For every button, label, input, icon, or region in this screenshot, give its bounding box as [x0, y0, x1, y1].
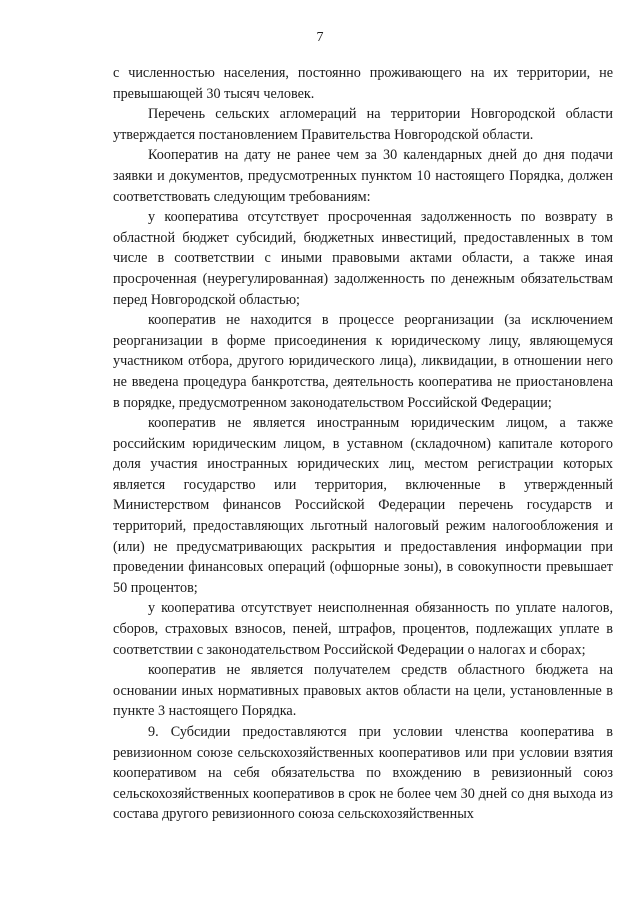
paragraph: с численностью населения, постоянно проживающего на их территории, не превышающей 30 тысяч человек.: [113, 65, 613, 102]
body-text: [113, 63, 613, 825]
paragraph: кооператив не является иностранным юридическим лицом, а также российским юридическим лицом, в уставном (складочном) капитале которого доля участия иностранных юридических лиц, местом регистрации которых является государство или территория, включенные в утвержденный Министерством финансов Российской Федерации перечень государств и территорий, предоставляющих льготный налоговый режим налогообложения и (или) не предусматривающих раскрытия и предоставления информации при проведении финансовых операций (офшорные зоны), в совокупности превышает 50 процентов;: [113, 415, 613, 596]
paragraph: у кооператива отсутствует неисполненная обязанность по уплате налогов, сборов, страховых взносов, пеней, штрафов, процентов, подлежащих уплате в соответствии с законодательством Российской Федерации о налогах и сборах;: [113, 600, 613, 658]
paragraph: кооператив не является получателем средств областного бюджета на основании иных нормативных правовых актов области на цели, установленные в пункте 3 настоящего Порядка.: [113, 662, 613, 720]
paragraph: кооператив не находится в процессе реорганизации (за исключением реорганизации в форме присоединения к юридическому лицу, являющемуся участником отбора, другого юридического лица), ликвидации, в отношении него не введена процедура банкротства, деятельность кооператива не приостановлена в порядке, предусмотренном законодательством Российской Федерации;: [113, 312, 613, 411]
paragraph: 9. Субсидии предоставляются при условии членства кооператива в ревизионном союзе сельскохозяйственных кооперативов или при условии взятия кооперативом на себя обязательства по вхождению в ревизионный союз сельскохозяйственных кооперативов в срок не более чем 30 дней со дня выхода из состава другого ревизионного союза сельскохозяйственных: [113, 724, 613, 823]
paragraph: у кооператива отсутствует просроченная задолженность по возврату в областной бюджет субсидий, бюджетных инвестиций, предоставленных в том числе в соответствии с иными правовыми актами области, а также иная просроченная (неурегулированная) задолженность по денежным обязательствам перед Новгородской областью;: [113, 209, 613, 308]
page-number: 7: [316, 30, 324, 45]
paragraph: Перечень сельских агломераций на территории Новгородской области утверждается постановлением Правительства Новгородской области.: [113, 106, 613, 143]
paragraph: Кооператив на дату не ранее чем за 30 календарных дней до дня подачи заявки и документов, предусмотренных пунктом 10 настоящего Порядка, должен соответствовать следующим требованиям:: [113, 147, 613, 205]
